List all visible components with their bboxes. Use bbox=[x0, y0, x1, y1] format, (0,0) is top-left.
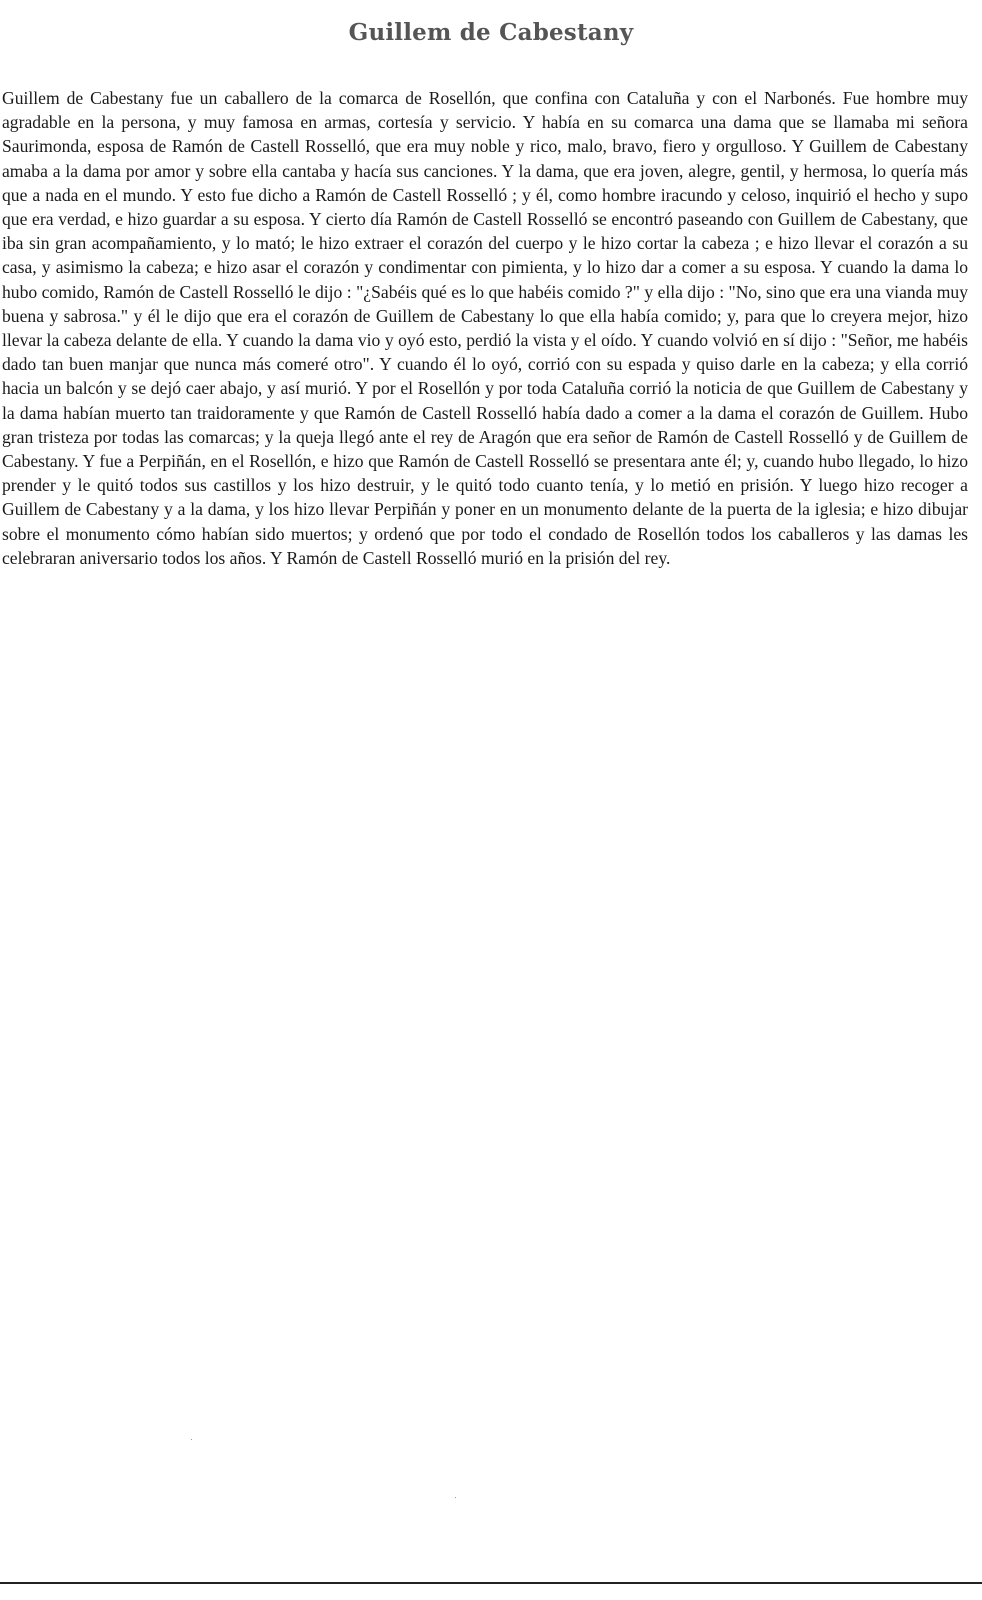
footer-rule bbox=[0, 1582, 982, 1584]
scan-speck bbox=[191, 1439, 192, 1440]
scan-speck bbox=[455, 1497, 456, 1498]
document-body: Guillem de Cabestany fue un caballero de la comarca de Rosellón, que confina con Cataluña y con el Narbonés. Fue hombre muy agradable en la persona, y muy famosa en armas, cortesía y servicio. Y había en su comarca una dama que se llamaba mi señora Saurimonda, esposa de Ramón de Castell Rosselló, que era muy noble y rico, malo, bravo, fiero y orgulloso. Y Guillem de Cabestany amaba a la dama por amor y sobre ella cantaba y hacía sus canciones. Y la dama, que era joven, alegre, gentil, y hermosa, lo quería más que a nada en el mundo. Y esto fue dicho a Ramón de Castell Rosselló ; y él, como hombre iracundo y celoso, inquirió el hecho y supo que era verdad, e hizo guardar a su esposa. Y cierto día Ramón de Castell Rosselló se encontró paseando con Guillem de Cabestany, que iba sin gran acompañamiento, y lo mató; le hizo extraer el corazón del cuerpo y le hizo cortar la cabeza ; e hizo llevar el corazón a su casa, y asimismo la cabeza; e hizo asar el corazón y condimentar con pimienta, y lo hizo dar a comer a su esposa. Y cuando la dama lo hubo comido, Ramón de Castell Rosselló le dijo : "¿Sabéis qué es lo que habéis comido ?" y ella dijo : "No, sino que era una vianda muy buena y sabrosa." y él le dijo que era el corazón de Guillem de Cabestany lo que ella había comido; y, para que lo creyera mejor, hizo llevar la cabeza delante de ella. Y cuando la dama vio y oyó esto, perdió la vista y el oído. Y cuando volvió en sí dijo : "Señor, me habéis dado tan buen manjar que nunca más comeré otro". Y cuando él lo oyó, corrió con su espada y quiso darle en la cabeza; y ella corrió hacia un balcón y se dejó caer abajo, y así murió. Y por el Rosellón y por toda Cataluña corrió la noticia de que Guillem de Cabestany y la dama habían muerto tan traidoramente y que Ramón de Castell Rosselló había dado a comer a la dama el corazón de Guillem. Hubo gran tristeza por todas las comarcas; y la queja llegó ante el rey de Aragón que era señor de Ramón de Castell Rosselló y de Guillem de Cabestany. Y fue a Perpiñán, en el Rosellón, e hizo que Ramón de Castell Rosselló se presentara ante él; y, cuando hubo llegado, lo hizo prender y le quitó todos sus castillos y los hizo destruir, y le quitó todo cuanto tenía, y lo metió en prisión. Y luego hizo recoger a Guillem de Cabestany y a la dama, y los hizo llevar Perpiñán y poner en un monumento delante de la puerta de la iglesia; e hizo dibujar sobre el monumento cómo habían sido muertos; y ordenó que por todo el condado de Rosellón todos los caballeros y las damas les celebraran aniversario todos los años. Y Ramón de Castell Rosselló murió en la prisión del rey. bbox=[2, 88, 968, 568]
document-title: Guillem de Cabestany bbox=[348, 19, 634, 47]
